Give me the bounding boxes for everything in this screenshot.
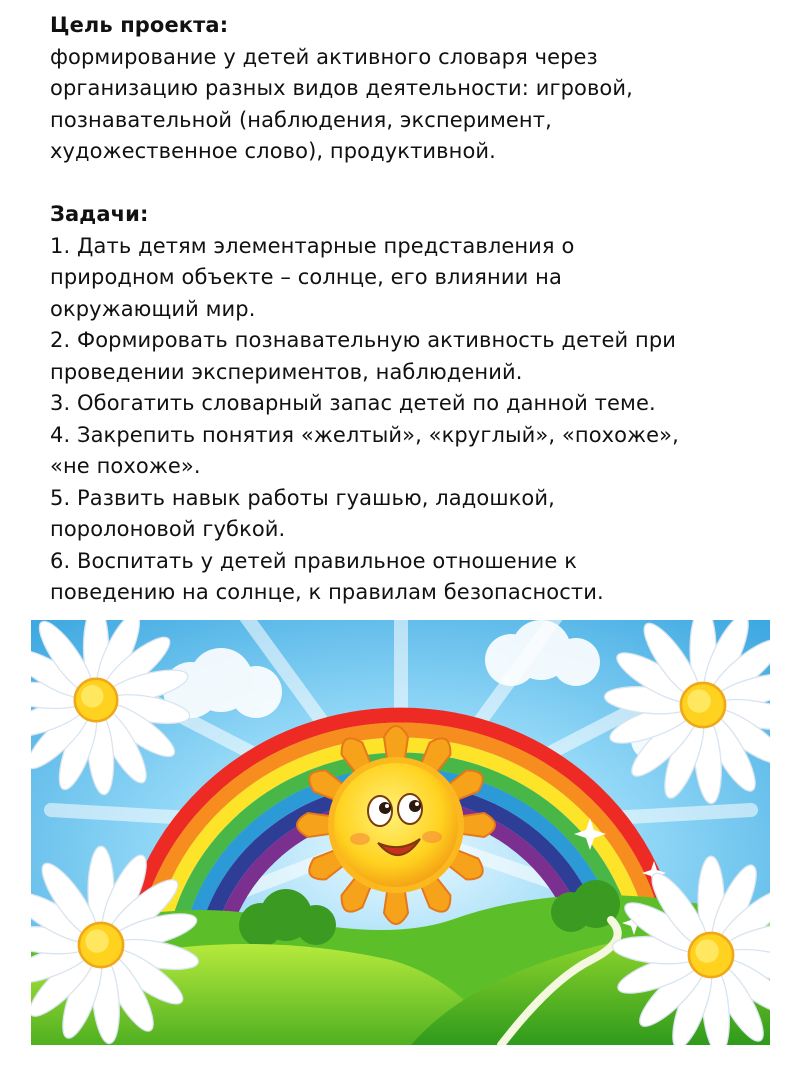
task-line: 5. Развить навык работы гуашью, ладошкой, [50, 485, 555, 510]
task-line: поведению на солнце, к правилам безопасности. [50, 580, 604, 604]
task-line: окружающий мир. [50, 296, 256, 321]
task-line: природном объекте – солнце, его влиянии на [50, 265, 562, 289]
task-line: 2. Формировать познавательную активность детей при [50, 328, 677, 352]
goal-line: познавательной (наблюдения, эксперимент, [50, 107, 552, 132]
goal-line: формирование у детей активного словаря через [50, 44, 598, 69]
goal-line: организацию разных видов деятельности: игровой, [50, 76, 633, 100]
task-line: 6. Воспитать у детей правильное отношение к [50, 548, 577, 573]
sun-rainbow-illustration [31, 620, 770, 1045]
tasks-heading: Задачи: [50, 202, 149, 226]
task-line: 4. Закрепить понятия «желтый», «круглый», «похоже», [50, 422, 679, 447]
task-line: 3. Обогатить словарный запас детей по данной теме. [50, 391, 656, 415]
task-line: «не похоже». [50, 454, 201, 478]
spacer [50, 168, 770, 200]
task-line: проведении экспериментов, наблюдений. [50, 359, 523, 384]
task-line: 1. Дать детям элементарные представления о [50, 233, 575, 258]
text-block [50, 10, 770, 609]
goal-line: художественное слово), продуктивной. [50, 139, 496, 163]
task-line: поролоновой губкой. [50, 517, 286, 541]
goal-heading: Цель проекта: [50, 13, 229, 37]
